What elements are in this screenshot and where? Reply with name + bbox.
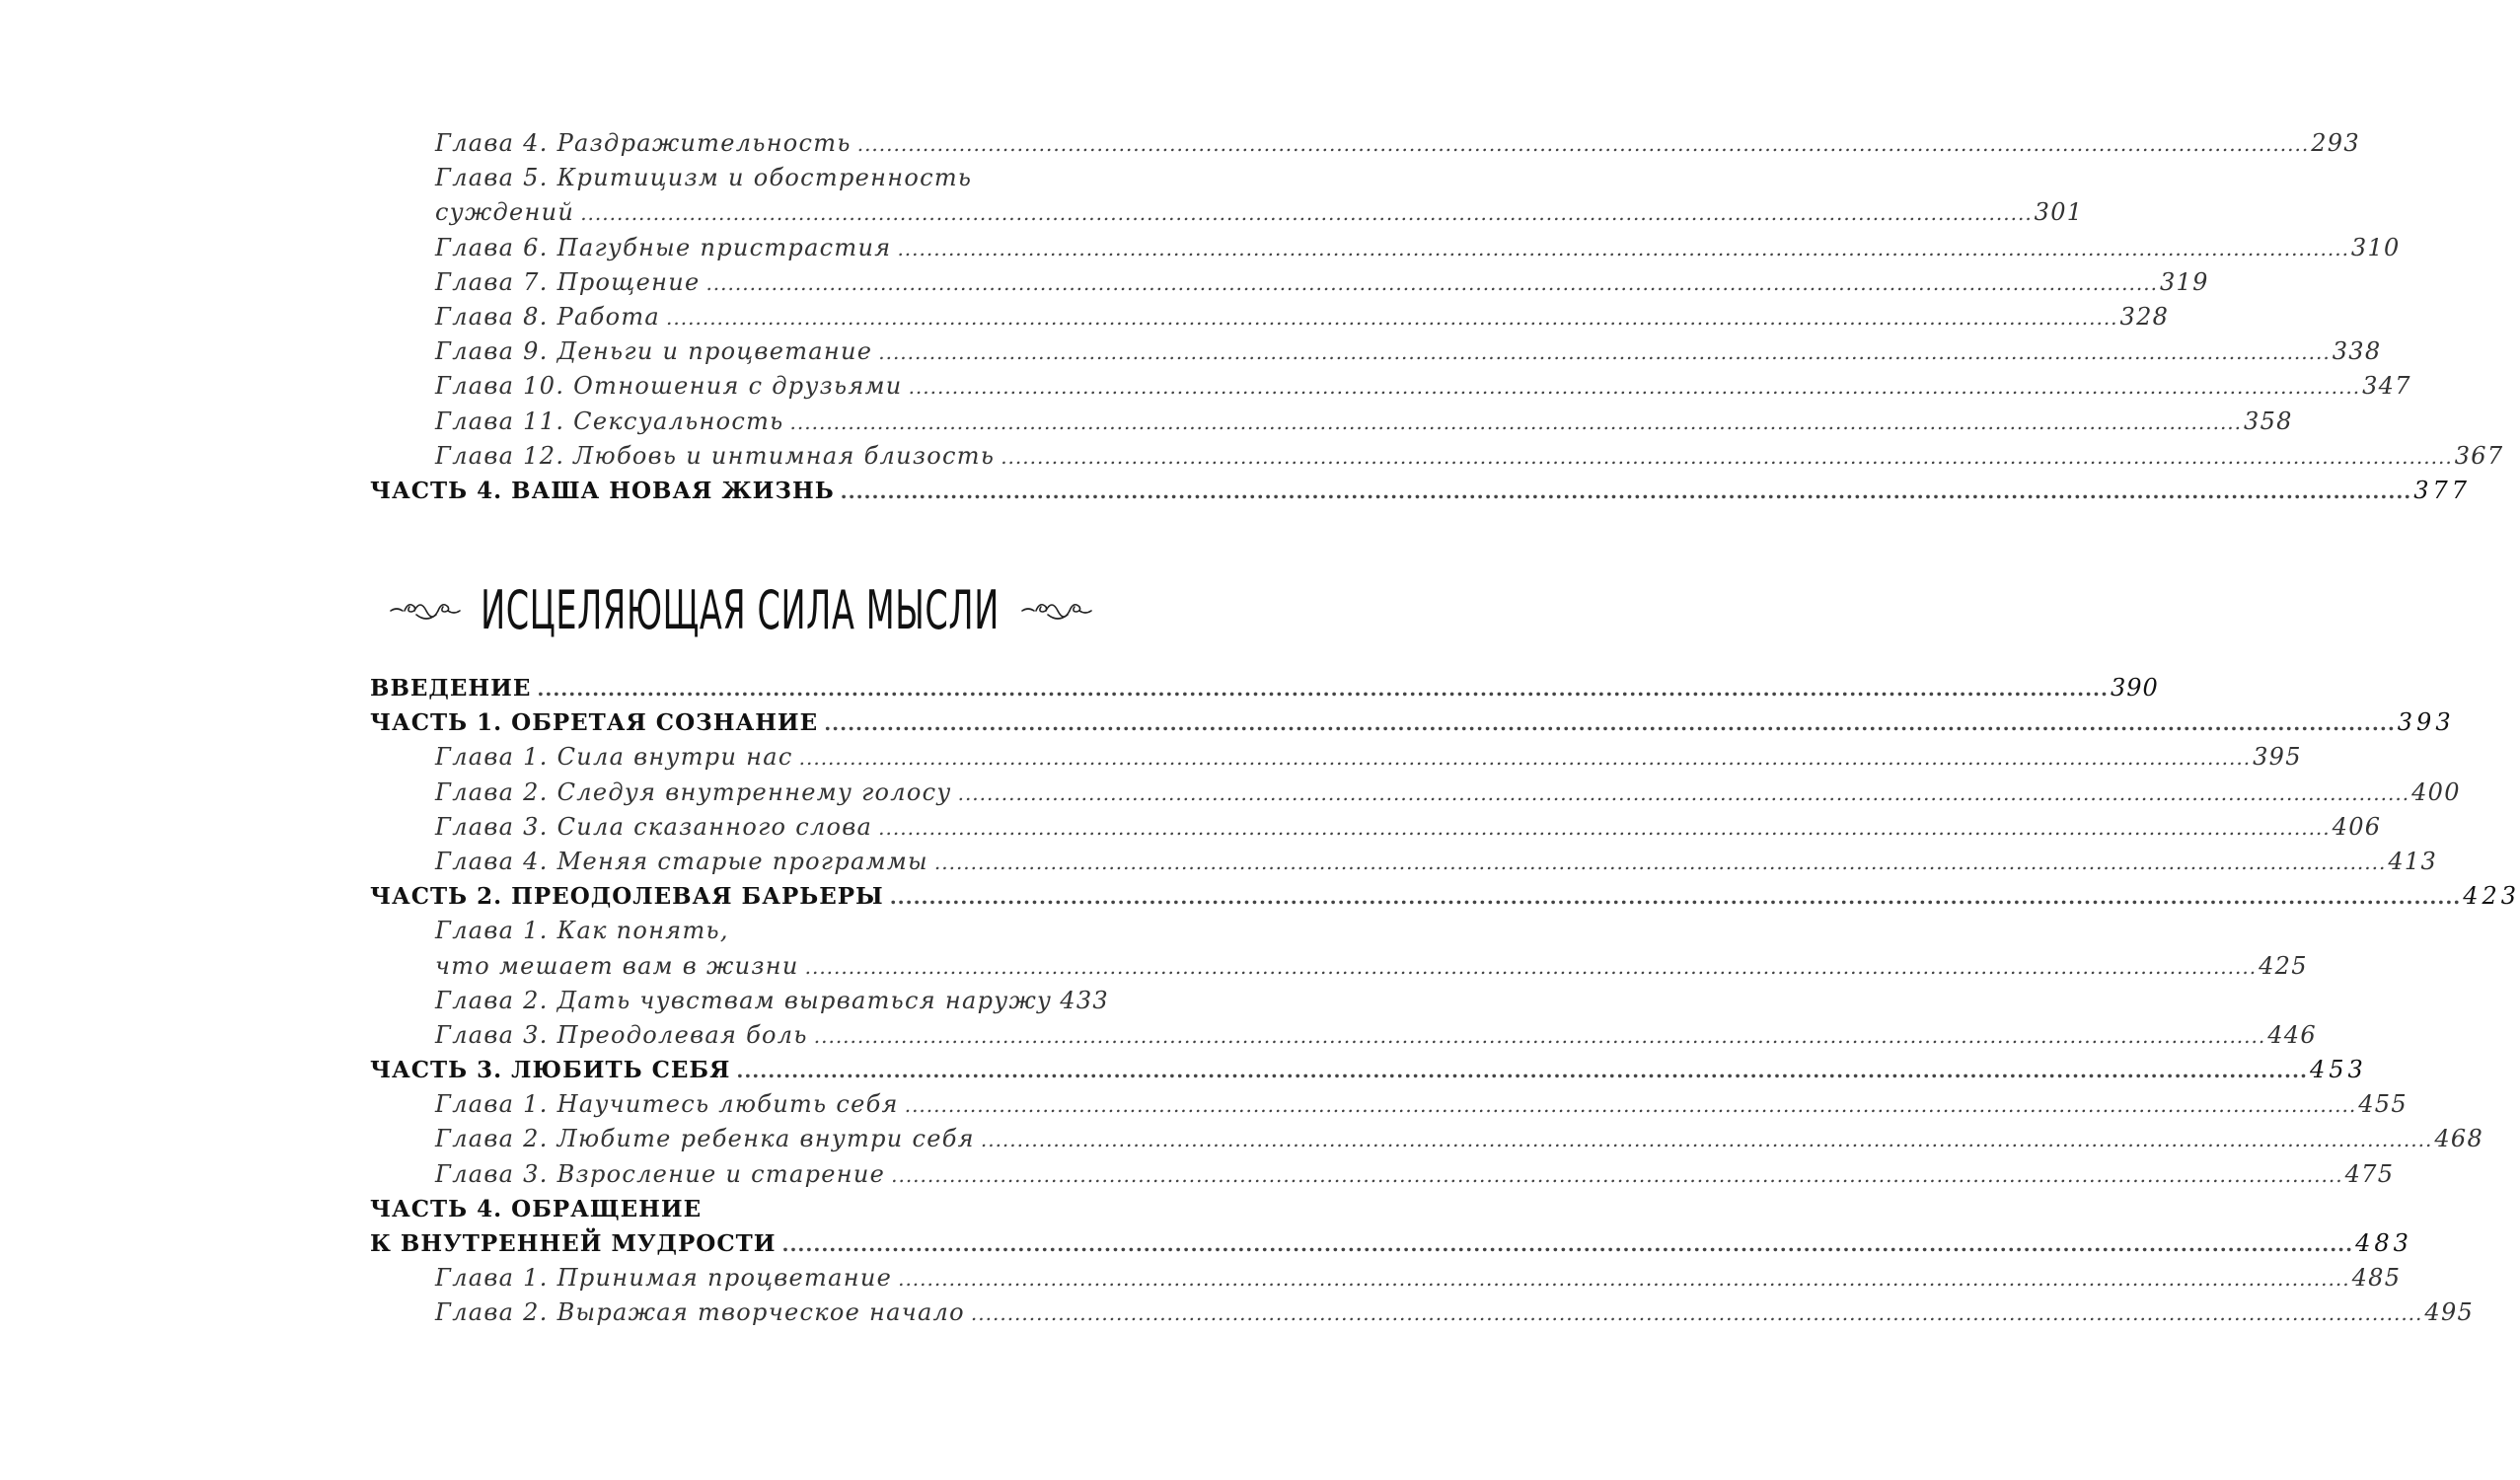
- toc-entry-title-line: [370, 914, 1082, 948]
- toc-entry-title: Глава 9. Деньги и процветание: [435, 337, 873, 366]
- dot-leader: ........................................................................................................................................................................................................: [898, 1267, 2350, 1292]
- toc-entry-title: ЧАСТЬ 4. ВАША НОВАЯ ЖИЗНЬ: [370, 477, 835, 504]
- dot-leader: ........................................................................................................................................................................................................: [897, 236, 2349, 260]
- dot-leader: ........................................................................................................................................................................................................: [856, 132, 2310, 156]
- toc-chapter-entry[interactable]: [370, 1157, 2395, 1192]
- toc-page-number: 377: [2413, 476, 2472, 504]
- toc-chapter-entry[interactable]: [370, 845, 2438, 879]
- dot-leader: ........................................................................................................................................................................................................: [789, 409, 2243, 434]
- dot-leader: ........................................................................................................................................................................................................: [970, 1301, 2423, 1326]
- dot-leader: ........................................................................................................................................................................................................: [705, 270, 2158, 295]
- dot-leader: ........................................................................................................................................................................................................: [1001, 444, 2453, 469]
- toc-chapter-entry[interactable]: [370, 810, 2382, 845]
- toc-page-number: 347: [2362, 372, 2411, 401]
- toc-entry-title: Глава 4. Раздражительность: [435, 129, 852, 157]
- toc-entry-title: Глава 1. Сила внутри нас: [435, 743, 793, 772]
- toc-chapter-entry[interactable]: [370, 334, 2382, 369]
- toc-entry-title: ЧАСТЬ 4. ОБРАЩЕНИЕ: [370, 1195, 703, 1222]
- toc-list-bottom: [370, 671, 2520, 1331]
- toc-page-number: 406: [2332, 812, 2382, 841]
- toc-chapter-entry[interactable]: [370, 195, 2084, 230]
- toc-entry-title: что мешает вам в жизни: [435, 951, 799, 980]
- toc-entry-title: ЧАСТЬ 3. ЛЮБИТЬ СЕБЯ: [370, 1057, 731, 1084]
- toc-chapter-entry[interactable]: [370, 265, 2209, 300]
- toc-page-number: 328: [2119, 302, 2170, 331]
- dot-leader: ........................................................................................................................................................................................................: [904, 1093, 2357, 1118]
- dot-leader: ........................................................................................................................................................................................................: [736, 1059, 2308, 1083]
- toc-page-number: 485: [2351, 1264, 2402, 1293]
- toc-chapter-entry[interactable]: [370, 439, 2504, 474]
- toc-entry-title: Глава 3. Взросление и старение: [435, 1159, 886, 1188]
- toc-entry-title: Глава 6. Пагубные пристрастия: [435, 233, 892, 261]
- toc-page-number: 400: [2411, 777, 2461, 806]
- toc-chapter-entry[interactable]: [370, 1087, 2408, 1122]
- dot-leader: ........................................................................................................................................................................................................: [891, 1162, 2343, 1187]
- toc-chapter-entry[interactable]: [370, 1018, 2317, 1053]
- dot-leader: ........................................................................................................................................................................................................: [957, 780, 2410, 805]
- toc-entry-title: К ВНУТРЕННЕЙ МУДРОСТИ: [370, 1230, 777, 1257]
- toc-page-number: 319: [2159, 267, 2209, 296]
- toc-page-number: 413: [2388, 847, 2438, 875]
- toc-page-number: 425: [2259, 951, 2308, 980]
- dot-leader: ........................................................................................................................................................................................................: [878, 340, 2331, 365]
- toc-entry-title: Глава 1. Принимая процветание: [435, 1264, 893, 1293]
- flourish-ornament-right-icon: [1018, 595, 1093, 625]
- toc-page-number: 395: [2253, 743, 2302, 772]
- toc-entry-title: Глава 2. Следуя внутреннему голосу: [435, 777, 952, 806]
- toc-entry-title: Глава 1. Научитесь любить себя: [435, 1090, 899, 1119]
- dot-leader: ........................................................................................................................................................................................................: [804, 954, 2258, 979]
- toc-entry-title: Глава 5. Критицизм и обостренность: [435, 164, 973, 192]
- dot-leader: ........................................................................................................................................................................................................: [813, 1023, 2266, 1048]
- dot-leader: ........................................................................................................................................................................................................: [580, 201, 2033, 226]
- dot-leader: ........................................................................................................................................................................................................: [908, 375, 2361, 400]
- toc-chapter-entry[interactable]: [370, 1261, 2402, 1295]
- toc-entry-title: Глава 11. Сексуальность: [435, 407, 784, 435]
- toc-entry-title: Глава 10. Отношения с друзьями: [435, 372, 903, 401]
- toc-chapter-entry[interactable]: [370, 405, 2293, 439]
- dot-leader: ........................................................................................................................................................................................................: [781, 1232, 2354, 1256]
- toc-chapter-entry[interactable]: [370, 126, 2360, 161]
- toc-chapter-entry[interactable]: [370, 1122, 2484, 1156]
- toc-part-entry[interactable]: [370, 474, 2472, 508]
- toc-entry-title: Глава 1. Как понять,: [435, 917, 729, 945]
- toc-page-number: 433: [1060, 986, 1109, 1014]
- toc-page-number: 393: [2397, 708, 2455, 737]
- dot-leader: ........................................................................................................................................................................................................: [933, 850, 2387, 874]
- toc-part-entry[interactable]: [370, 671, 2159, 705]
- toc-page-number: 468: [2434, 1125, 2484, 1153]
- toc-page-number: 446: [2267, 1020, 2317, 1049]
- dot-leader: ........................................................................................................................................................................................................: [889, 885, 2462, 910]
- toc-page-number: 338: [2332, 337, 2382, 366]
- toc-entry-title: Глава 4. Меняя старые программы: [435, 847, 928, 875]
- toc-entry-title: Глава 12. Любовь и интимная близость: [435, 441, 996, 470]
- toc-chapter-entry[interactable]: [370, 776, 2461, 810]
- toc-entry-title-line: [370, 161, 1082, 195]
- dot-leader: ........................................................................................................................................................................................................: [840, 479, 2412, 503]
- section-heading-text: ИСЦЕЛЯЮЩАЯ СИЛА МЫСЛИ: [481, 578, 1000, 641]
- dot-leader: ........................................................................................................................................................................................................: [537, 677, 2109, 701]
- toc-part-entry[interactable]: [370, 1226, 2412, 1261]
- toc-part-entry[interactable]: [370, 879, 2520, 914]
- toc-entry-title: Глава 3. Преодолевая боль: [435, 1020, 808, 1049]
- dot-leader: ........................................................................................................................................................................................................: [824, 711, 2396, 736]
- section-heading: [0, 570, 1480, 649]
- toc-entry-title: Глава 3. Сила сказанного слова: [435, 812, 873, 841]
- toc-entry-title: Глава 7. Прощение: [435, 267, 701, 296]
- toc-part-entry[interactable]: [370, 705, 2455, 740]
- toc-entry-title: ЧАСТЬ 1. ОБРЕТАЯ СОЗНАНИЕ: [370, 709, 819, 737]
- toc-chapter-entry[interactable]: [370, 984, 1109, 1018]
- toc-entry-title: Глава 2. Любите ребенка внутри себя: [435, 1125, 975, 1153]
- toc-page-number: 310: [2350, 233, 2401, 261]
- toc-chapter-entry[interactable]: [370, 949, 2308, 984]
- toc-chapter-entry[interactable]: [370, 231, 2401, 265]
- toc-page-number: 390: [2110, 674, 2159, 702]
- toc-page-number: 423: [2463, 882, 2520, 911]
- toc-entry-title-line: [370, 1192, 1082, 1226]
- toc-chapter-entry[interactable]: [370, 740, 2302, 775]
- toc-page-number: 483: [2355, 1229, 2412, 1257]
- toc-part-entry[interactable]: [370, 1053, 2367, 1087]
- toc-entry-title: Глава 8. Работа: [435, 302, 661, 331]
- toc-entry-title: ЧАСТЬ 2. ПРЕОДОЛЕВАЯ БАРЬЕРЫ: [370, 883, 884, 911]
- toc-chapter-entry[interactable]: [370, 369, 2411, 404]
- toc-page-number: 475: [2344, 1159, 2395, 1188]
- toc-page-number: 358: [2244, 407, 2293, 435]
- toc-page-number: 495: [2424, 1298, 2475, 1327]
- toc-entry-title: суждений: [435, 198, 575, 227]
- toc-entry-title: Глава 2. Выражая творческое начало: [435, 1298, 965, 1327]
- dot-leader: ........................................................................................................................................................................................................: [980, 1128, 2433, 1152]
- toc-page-number: 293: [2311, 129, 2360, 157]
- dot-leader: ........................................................................................................................................................................................................: [798, 746, 2252, 771]
- toc-page-number: 301: [2034, 198, 2084, 227]
- dot-leader: ........................................................................................................................................................................................................: [666, 305, 2118, 330]
- toc-page-number: 367: [2454, 441, 2504, 470]
- dot-leader: ........................................................................................................................................................................................................: [878, 815, 2331, 840]
- toc-entry-title: ВВЕДЕНИЕ: [370, 675, 532, 702]
- toc-chapter-entry[interactable]: [370, 1295, 2475, 1330]
- toc-entry-title: Глава 2. Дать чувствам вырваться наружу: [435, 986, 1053, 1014]
- toc-page-number: 453: [2309, 1056, 2367, 1084]
- toc-list-top: [370, 126, 2504, 508]
- toc-page-number: 455: [2358, 1090, 2408, 1119]
- flourish-ornament-left-icon: [387, 595, 462, 625]
- toc-chapter-entry[interactable]: [370, 300, 2170, 334]
